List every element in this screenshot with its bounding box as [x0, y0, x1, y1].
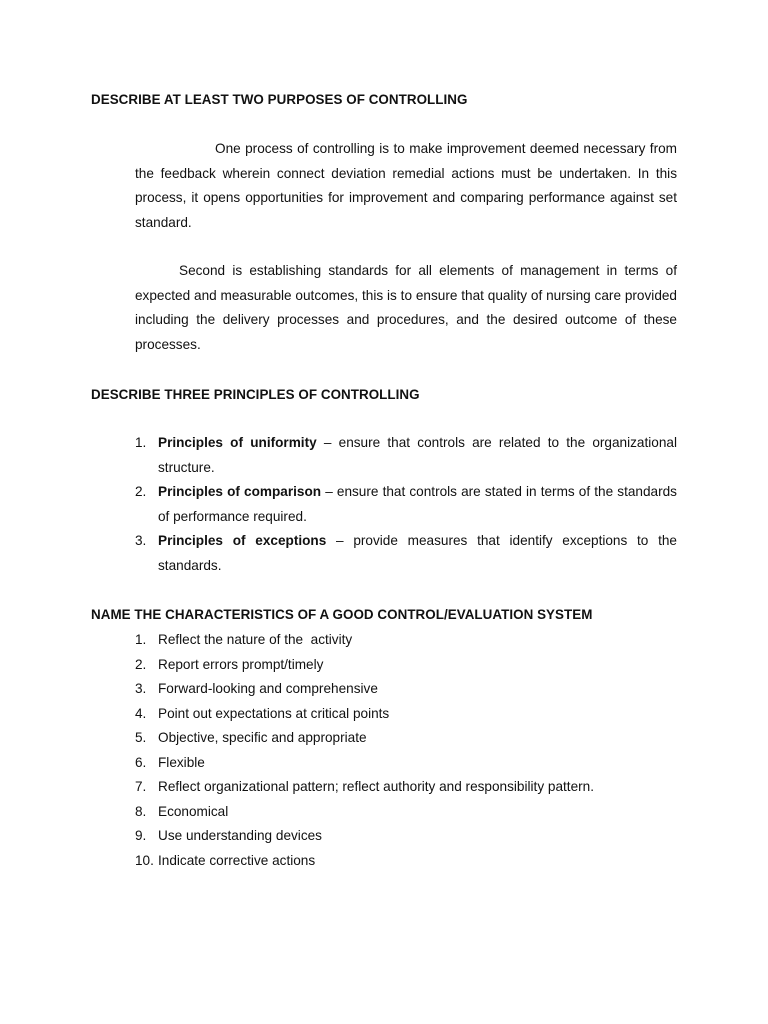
characteristic-text: Economical: [158, 803, 229, 819]
characteristic-text: Objective, specific and appropriate: [158, 730, 367, 745]
list-item: [135, 677, 695, 702]
list-number: 1.: [135, 632, 147, 647]
principle-description: – ensure that controls are stated in terms of the standards of performance required.: [158, 484, 677, 524]
list-item: [135, 529, 677, 578]
list-number: 7.: [135, 779, 147, 794]
characteristic-text: Reflect organizational pattern; reflect authority and responsibility pattern.: [158, 779, 594, 794]
principle-description: – provide measures that identify exceptions to the standards.: [158, 533, 677, 573]
list-number: 2.: [135, 484, 147, 500]
list-number: 9.: [135, 828, 147, 843]
characteristic-text: Report errors prompt/timely: [158, 656, 324, 672]
list-number: 1.: [135, 435, 147, 450]
list-number: 5.: [135, 730, 147, 745]
list-item: [135, 702, 695, 727]
list-item: [135, 653, 695, 678]
list-item: [135, 849, 695, 874]
list-item: [135, 628, 695, 653]
principle-description: – ensure that controls are related to the organizational structure.: [158, 435, 677, 475]
list-number: 2.: [135, 656, 147, 672]
list-number: 10.: [135, 852, 154, 868]
characteristic-text: Indicate corrective actions: [158, 852, 316, 868]
list-number: 8.: [135, 803, 147, 819]
characteristic-text: Use understanding devices: [158, 828, 322, 843]
principle-term: Principles of exceptions: [158, 533, 327, 549]
principle-term: Principles of comparison: [158, 484, 322, 500]
list-item: [135, 751, 695, 776]
list-item: [135, 800, 695, 825]
purpose-paragraph-2: Second is establishing standards for all elements of management in terms of expected and measurable outcomes, this is to ensure that quality of nursing care provided including the delivery processes and procedures, and the desired outcome of these processes.: [135, 263, 677, 352]
purpose-paragraph-1: One process of controlling is to make improvement deemed necessary from the feedback wherein connect deviation remedial actions must be undertaken. In this process, it opens opportunities for improvement and comparing performance against set standard.: [135, 141, 677, 230]
characteristics-list: [135, 628, 695, 873]
principle-term: Principles of uniformity: [158, 435, 317, 450]
list-number: 4.: [135, 705, 147, 721]
principles-list: [135, 431, 677, 579]
characteristic-text: Flexible: [158, 754, 205, 770]
list-number: 6.: [135, 754, 147, 770]
section-heading-principles: DESCRIBE THREE PRINCIPLES OF CONTROLLING: [91, 387, 420, 402]
list-number: 3.: [135, 681, 147, 696]
characteristic-text: Forward-looking and comprehensive: [158, 681, 378, 696]
list-item: [135, 480, 677, 529]
list-item: [135, 431, 677, 480]
list-item: [135, 775, 695, 800]
section-heading-purposes: DESCRIBE AT LEAST TWO PURPOSES OF CONTROLLING: [91, 92, 468, 107]
characteristic-text: Reflect the nature of the activity: [158, 632, 353, 647]
characteristic-text: Point out expectations at critical points: [158, 705, 390, 721]
list-number: 3.: [135, 533, 147, 549]
section-heading-characteristics: NAME THE CHARACTERISTICS OF A GOOD CONTROL/EVALUATION SYSTEM: [91, 607, 593, 622]
list-item: [135, 726, 695, 751]
list-item: [135, 824, 695, 849]
